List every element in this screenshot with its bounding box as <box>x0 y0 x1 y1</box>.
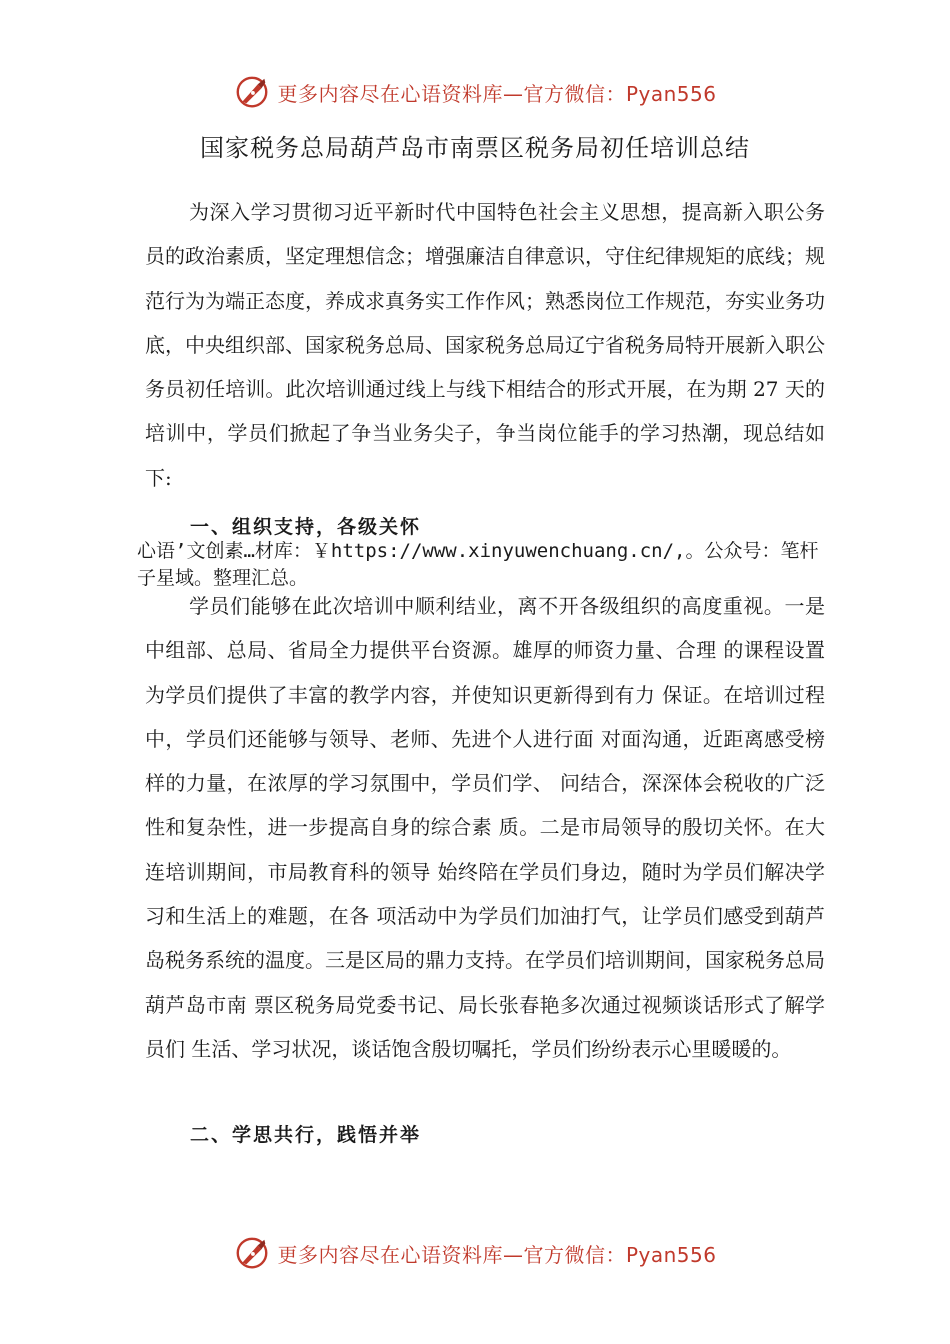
section1-paragraph: 学员们能够在此次培训中顺利结业，离不开各级组织的高度重视。一是中组部、总局、省局全力提供平台资源。雄厚的师资力量、合理 的课程设置为学员们提供了丰富的教学内容，并使知识更新得到有力 保证。在培训过程中，学员们还能够与领导、老师、先进个人进行面 对面沟通，近距离感受榜样的力量，在浓厚的学习氛围中，学员们学、 问结合，深深体会税收的广泛性和复杂性，进一步提高自身的综合素 质。二是市局领导的殷切关怀。在大连培训期间，市局教育科的领导 始终陪在学员们身边，随时为学员们解决学习和生活上的难题，在各 项活动中为学员们加油打气，让学员们感受到葫芦岛税务系统的温度。三是区局的鼎力支持。在学员们培训期间，国家税务总局葫芦岛市南 票区税务局党委书记、局长张春艳多次通过视频谈话形式了解学员们 生活、学习状况，谈话饱含殷切嘱托，学员们纷纷表示心里暖暖的。 <box>145 594 825 1061</box>
section-heading-1: 一、组织支持，各级关怀 <box>190 516 422 538</box>
source-note: 心语’文创素…材库：￥https://www.xinyuwenchuang.cn/,。公众号：笔杆子星域。整理汇总。 <box>137 540 819 589</box>
pen-nib-circle-icon <box>233 1234 271 1272</box>
pen-nib-circle-icon <box>233 73 271 111</box>
watermark-text: 更多内容尽在心语资料库—官方微信：Pyan556 <box>277 81 717 106</box>
watermark-banner-top <box>0 72 950 112</box>
watermark-text: 更多内容尽在心语资料库—官方微信：Pyan556 <box>277 1242 717 1267</box>
intro-paragraph: 为深入学习贯彻习近平新时代中国特色社会主义思想，提高新入职公务员的政治素质，坚定理想信念；增强廉洁自律意识，守住纪律规矩的底线；规范行为为端正态度，养成求真务实工作作风；熟悉岗位工作规范，夯实业务功底，中央组织部、国家税务总局、国家税务总局辽宁省税务局特开展新入职公务员初任培训。此次培训通过线上与线下相结合的形式开展，在为期 27 天的培训中，学员们掀起了争当业务尖子，争当岗位能手的学习热潮，现总结如下: <box>145 200 825 490</box>
page-title: 国家税务总局葫芦岛市南票区税务局初任培训总结 <box>200 134 750 162</box>
section-heading-2: 二、学思共行，践悟并举 <box>190 1124 422 1146</box>
watermark-banner-bottom <box>0 1233 950 1273</box>
